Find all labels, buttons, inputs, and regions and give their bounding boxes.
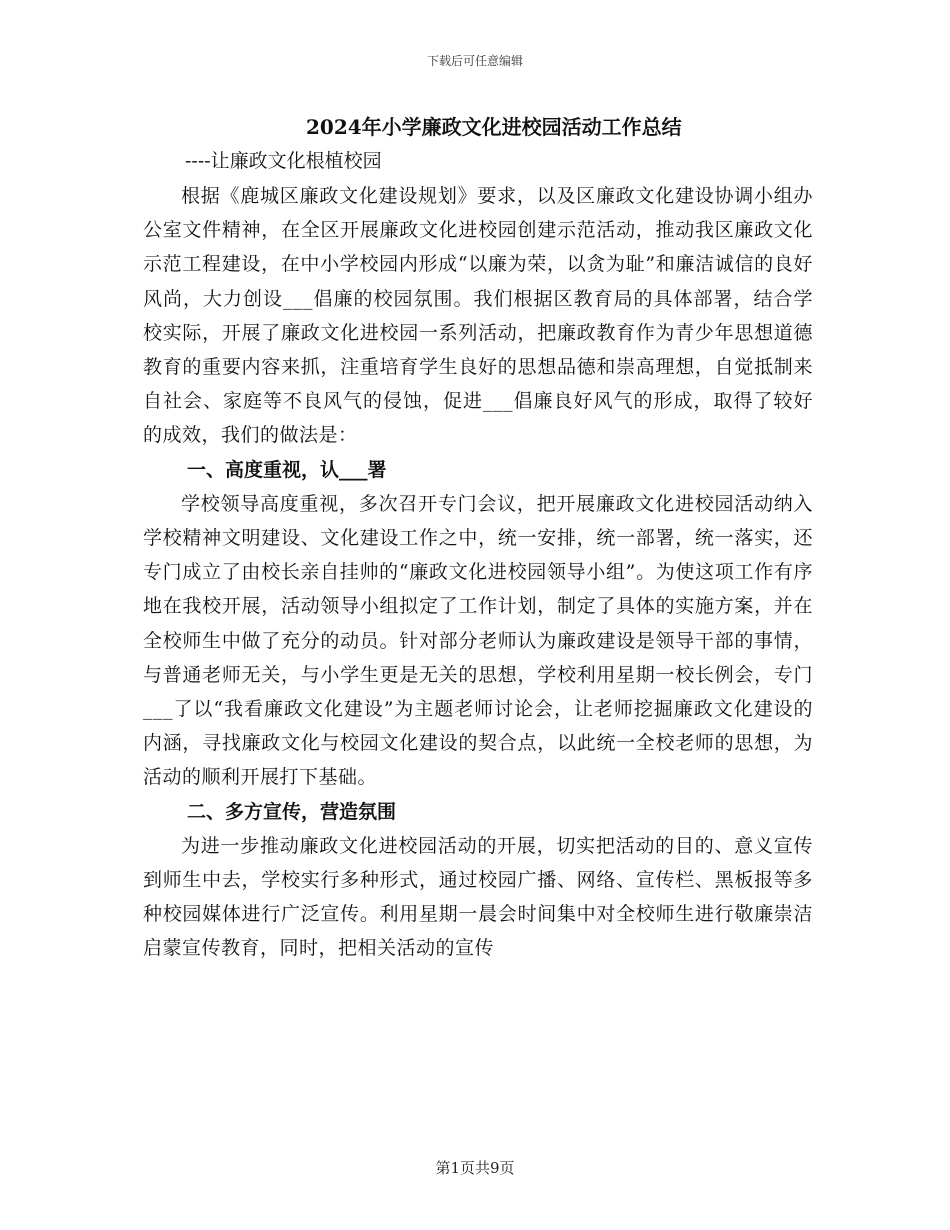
document-body	[143, 110, 813, 966]
section-1-paragraph: 学校领导高度重视，多次召开专门会议，把开展廉政文化进校园活动纳入学校精神文明建设、文化建设工作之中，统一安排，统一部署，统一落实，还专门成立了由校长亲自挂帅的“廉政文化进校园领导小组”。为使这项工作有序地在我校开展，活动领导小组拟定了工作计划，制定了具体的实施方案，并在全校师生中做了充分的动员。针对部分老师认为廉政建设是领导干部的事情，与普通老师无关，与小学生更是无关的思想，学校利用星期一校长例会，专门___了以“我看廉政文化建设”为主题老师讨论会，让老师挖掘廉政文化建设的内涵，寻找廉政文化与校园文化建设的契合点，以此统一全校老师的思想，为活动的顺利开展打下基础。	[143, 492, 813, 789]
intro-paragraph: 根据《鹿城区廉政文化建设规划》要求，以及区廉政文化建设协调小组办公室文件精神，在全区开展廉政文化进校园创建示范活动，推动我区廉政文化示范工程建设，在中小学校园内形成“以廉为荣，以贪为耻”和廉洁诚信的良好风尚，大力创设___倡廉的校园氛围。我们根据区教育局的具体部署，结合学校实际，开展了廉政文化进校园一系列活动，把廉政教育作为青少年思想道德教育的重要内容来抓，注重培育学生良好的思想品德和崇高理想，自觉抵制来自社会、家庭等不良风气的侵蚀，促进___倡廉良好风气的形成，取得了较好的成效，我们的做法是：	[143, 185, 813, 447]
document-title: 2024年小学廉政文化进校园活动工作总结	[306, 115, 682, 139]
page-number: 第1页共9页	[435, 1159, 515, 1177]
section-1-heading: 一、高度重视，认___署	[187, 458, 387, 481]
section-2-heading: 二、多方宣传，营造氛围	[187, 800, 397, 823]
document-subtitle: ----让廉政文化根植校园	[185, 150, 382, 172]
page-header-note: 下载后可任意编辑	[426, 54, 523, 68]
section-2-paragraph: 为进一步推动廉政文化进校园活动的开展，切实把活动的目的、意义宣传到师生中去，学校实行多种形式，通过校园广播、网络、宣传栏、黑板报等多种校园媒体进行广泛宣传。利用星期一晨会时间集中对全校师生进行敬廉崇洁启蒙宣传教育，同时，把相关活动的宣传	[143, 834, 813, 960]
